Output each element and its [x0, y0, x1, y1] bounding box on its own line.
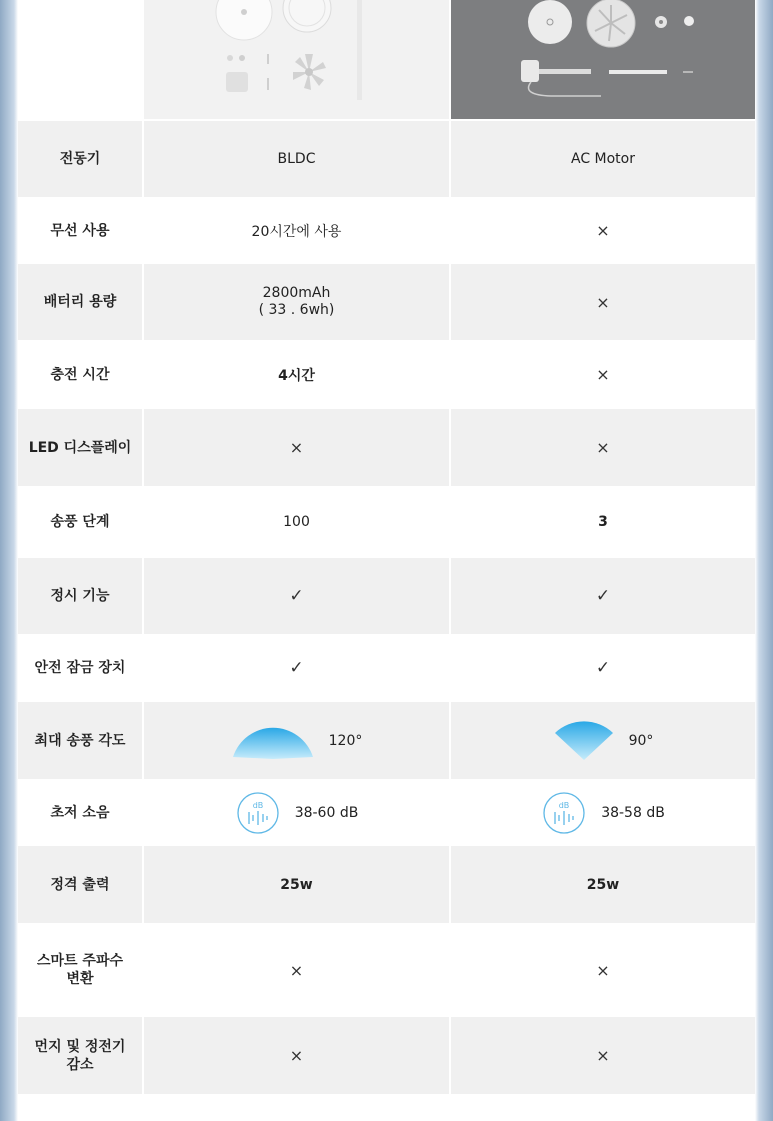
bldc-noise-value: 38-60 dB — [294, 804, 359, 821]
row-next-partial — [18, 1096, 755, 1121]
bldc-value — [144, 702, 449, 779]
row-label: 정시 기능 — [18, 558, 142, 634]
battery-capacity: 2800mAh — [262, 285, 331, 301]
row-label-line2: 변환 — [66, 971, 94, 987]
bldc-value: × — [144, 925, 449, 1015]
decibel-icon-text: dB — [558, 800, 570, 810]
ac-value: × — [451, 409, 755, 486]
comparison-table — [18, 0, 755, 1121]
bldc-empty — [144, 1096, 449, 1121]
bldc-value: 25w — [144, 846, 449, 923]
row-dust-static — [18, 1017, 755, 1094]
row-motor — [18, 121, 755, 197]
decibel-icon — [541, 790, 587, 836]
row-label-empty — [18, 1096, 142, 1121]
row-label: 안전 잠금 장치 — [18, 636, 142, 700]
row-led-display — [18, 409, 755, 486]
bldc-fan-parts-image — [144, 0, 449, 119]
decibel-icon — [235, 790, 281, 836]
row-label: 정격 출력 — [18, 846, 142, 923]
ac-value: 3 — [451, 488, 755, 556]
ac-fan-parts-image — [451, 0, 755, 119]
row-label: 배터리 용량 — [18, 264, 142, 340]
row-label: 무선 사용 — [18, 199, 142, 262]
decibel-icon-text: dB — [252, 800, 263, 810]
ac-empty — [451, 1096, 755, 1121]
ac-value — [451, 781, 755, 844]
ac-angle-value: 90° — [628, 732, 654, 749]
row-label: 충전 시간 — [18, 342, 142, 407]
product-image-row — [18, 0, 755, 119]
row-low-noise — [18, 781, 755, 844]
row-max-angle — [18, 702, 755, 779]
row-label-line1: 먼지 및 정전기 — [34, 1038, 126, 1055]
header-empty-cell — [18, 0, 142, 119]
row-rated-output — [18, 846, 755, 923]
battery-wh: ( 33 . 6wh) — [258, 302, 335, 318]
bldc-value: × — [144, 409, 449, 486]
ac-value: × — [451, 925, 755, 1015]
row-label: LED 디스플레이 — [18, 409, 142, 486]
ac-check-mark: ✓ — [451, 558, 755, 634]
ac-noise-value: 38-58 dB — [601, 804, 665, 821]
row-battery — [18, 264, 755, 340]
bldc-check-mark: ✓ — [144, 558, 449, 634]
bldc-check-mark: ✓ — [144, 636, 449, 700]
bldc-value: 4시간 — [144, 342, 449, 407]
bldc-value — [144, 264, 449, 340]
row-label: 초저 소음 — [18, 781, 142, 844]
row-timer — [18, 558, 755, 634]
ac-value: × — [451, 342, 755, 407]
row-smart-frequency — [18, 925, 755, 1015]
ac-value: × — [451, 264, 755, 340]
bldc-value — [144, 781, 449, 844]
row-safety-lock — [18, 636, 755, 700]
ac-check-mark: ✓ — [451, 636, 755, 700]
row-label: 전동기 — [18, 121, 142, 197]
row-label-line2: 감소 — [66, 1056, 94, 1073]
ac-value: × — [451, 199, 755, 262]
row-label-line1: 스마트 주파수 — [36, 953, 124, 969]
bldc-value: BLDC — [144, 121, 449, 197]
bldc-angle-value: 120° — [328, 732, 363, 749]
bldc-value: 20시간에 사용 — [144, 199, 449, 262]
row-charge-time — [18, 342, 755, 407]
bldc-value: × — [144, 1017, 449, 1094]
row-label — [18, 1017, 142, 1094]
ac-value: 25w — [451, 846, 755, 923]
row-wind-levels — [18, 488, 755, 556]
ac-value — [451, 702, 755, 779]
wide-angle-icon — [231, 721, 315, 761]
narrow-angle-icon — [553, 721, 615, 761]
ac-value: × — [451, 1017, 755, 1094]
bldc-value: 100 — [144, 488, 449, 556]
row-wireless — [18, 199, 755, 262]
row-label — [18, 925, 142, 1015]
row-label: 송풍 단계 — [18, 488, 142, 556]
ac-value: AC Motor — [451, 121, 755, 197]
row-label: 최대 송풍 각도 — [18, 702, 142, 779]
